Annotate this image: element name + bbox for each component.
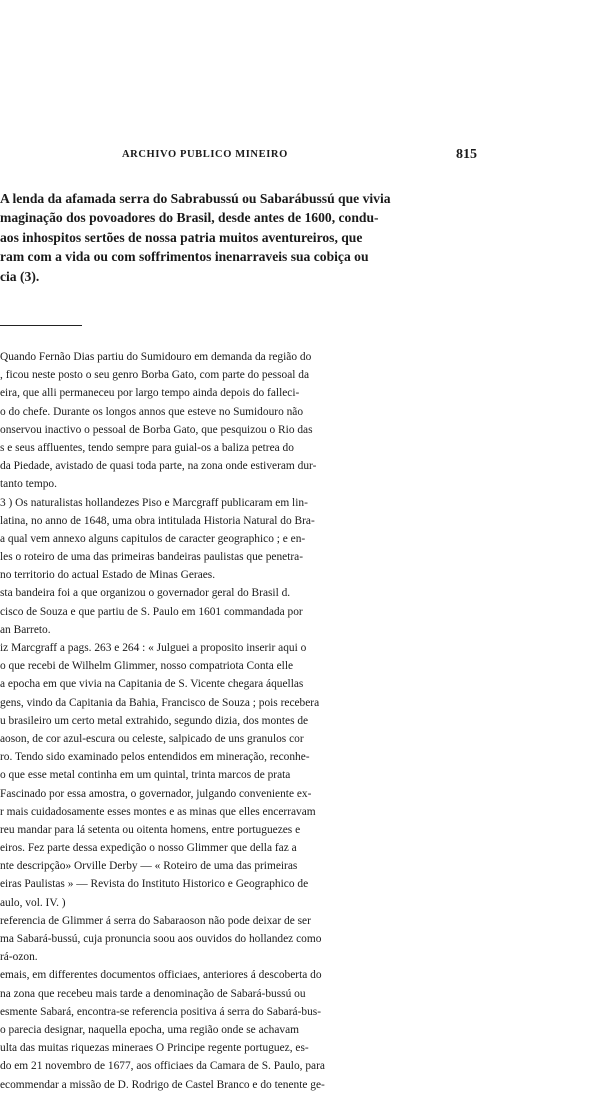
footnote-line: 3 ) Os naturalistas hollandezes Piso e Marcgraff publicaram em lin- bbox=[0, 496, 308, 509]
footnote-line: reu mandar para lá setenta ou oitenta homens, entre portuguezes e bbox=[0, 823, 301, 836]
footnote-line: aoson, de cor azul-escura ou celeste, salpicado de uns granulos cor bbox=[0, 732, 304, 745]
footnote-line: iz Marcgraff a pags. 263 e 264 : « Julguei a proposito inserir aqui o bbox=[0, 642, 307, 654]
footnote-line: na zona que recebeu mais tarde a denominação de Sabará-bussú ou bbox=[0, 987, 306, 1000]
body-line: cia (3). bbox=[0, 268, 40, 284]
footnote-line: r mais cuidadosamente esses montes e as minas que elles encerravam bbox=[0, 805, 316, 818]
footnote-line: Quando Fernão Dias partiu do Sumidouro em demanda da região do bbox=[0, 351, 312, 363]
body-line: A lenda da afamada serra do Sabrabussú ou Sabarábussú que vivia bbox=[0, 191, 391, 206]
footnote-line: o do chefe. Durante os longos annos que esteve no Sumidouro não bbox=[0, 405, 304, 418]
page-number: 815 bbox=[456, 147, 477, 162]
footnote-line: ro. Tendo sido examinado pelos entendidos em mineração, reconhe- bbox=[0, 751, 310, 764]
footnote-line: o parecia designar, naquella epocha, uma região onde se achavam bbox=[0, 1023, 300, 1036]
main-paragraph bbox=[0, 189, 478, 286]
header-title: ARCHIVO PUBLICO MINEIRO bbox=[122, 149, 288, 160]
footnote-divider bbox=[0, 325, 82, 326]
footnote-line: do em 21 novembro de 1677, aos officiaes da Camara de S. Paulo, para bbox=[0, 1060, 325, 1073]
footnote-line: aulo, vol. IV. ) bbox=[0, 896, 66, 909]
footnote-line: esmente Sabará, encontra-se referencia positiva á serra do Sabará-bus- bbox=[0, 1005, 321, 1018]
footnote-line: , ficou neste posto o seu genro Borba Gato, com parte do pessoal da bbox=[0, 369, 310, 382]
running-header bbox=[0, 149, 603, 169]
footnote-line: a epocha em que vivia na Capitania de S. Vicente chegara áquellas bbox=[0, 678, 304, 691]
body-line: maginação dos povoadores do Brasil, desde antes de 1600, condu- bbox=[0, 210, 379, 226]
footnote-line: o que esse metal continha em um quintal, trinta marcos de prata bbox=[0, 769, 291, 782]
footnote-line: latina, no anno de 1648, uma obra intitulada Historia Natural do Bra- bbox=[0, 514, 315, 527]
footnotes bbox=[0, 348, 478, 1094]
footnote-line: cisco de Souza e que partiu de S. Paulo em 1601 commandada por bbox=[0, 605, 303, 618]
footnote-line: Fascinado por essa amostra, o governador, julgando conveniente ex- bbox=[0, 787, 312, 800]
footnote-line: nte descripção» Orville Derby — « Roteiro de uma das primeiras bbox=[0, 860, 298, 873]
body-line: aos inhospitos sertões de nossa patria muitos aventureiros, que bbox=[0, 229, 363, 245]
footnote-line: gens, vindo da Capitania da Bahia, Francisco de Souza ; pois recebera bbox=[0, 696, 320, 709]
footnote-line: onservou inactivo o pessoal de Borba Gato, que pesquizou o Rio das bbox=[0, 423, 313, 436]
footnote-line: rá-ozon. bbox=[0, 951, 38, 964]
footnote-line: ulta das muitas riquezas mineraes O Principe regente portuguez, es- bbox=[0, 1042, 309, 1055]
footnote-line: u brasileiro um certo metal extrahido, segundo dizia, dos montes de bbox=[0, 714, 309, 727]
footnote-line: eira, que alli permaneceu por largo tempo ainda depois do falleci- bbox=[0, 387, 300, 400]
footnote-line: s e seus affluentes, tendo sempre para guial-os a baliza petrea do bbox=[0, 441, 294, 454]
footnote-line: les o roteiro de uma das primeiras bandeiras paulistas que penetra- bbox=[0, 551, 304, 564]
footnote-line: eiras Paulistas » — Revista do Instituto Historico e Geographico de bbox=[0, 878, 309, 891]
footnote-line: eiros. Fez parte dessa expedição o nosso Glimmer que della faz a bbox=[0, 842, 297, 855]
footnote-line: sta bandeira foi a que organizou o governador geral do Brasil d. bbox=[0, 587, 291, 600]
footnote-line: no territorio do actual Estado de Minas Geraes. bbox=[0, 569, 216, 582]
footnote-line: ma Sabará-bussú, cuja pronuncia soou aos ouvidos do hollandez como bbox=[0, 933, 322, 945]
footnote-line: ecommendar a missão de D. Rodrigo de Castel Branco e do tenente ge- bbox=[0, 1078, 325, 1091]
body-line: ram com a vida ou com soffrimentos inenarraveis sua cobiça ou bbox=[0, 249, 369, 265]
footnote-line: referencia de Glimmer á serra do Sabaraoson não pode deixar de ser bbox=[0, 914, 311, 927]
footnote-line: emais, em differentes documentos officiaes, anteriores á descoberta do bbox=[0, 969, 322, 982]
footnote-line: da Piedade, avistado de quasi toda parte, na zona onde estiveram dur- bbox=[0, 460, 317, 473]
footnote-line: an Barreto. bbox=[0, 623, 51, 636]
footnote-line: a qual vem annexo alguns capitulos de caracter geographico ; e en- bbox=[0, 532, 306, 545]
footnote-line: tanto tempo. bbox=[0, 478, 57, 491]
footnote-line: o que recebi de Wilhelm Glimmer, nosso compatriota Conta elle bbox=[0, 660, 294, 673]
